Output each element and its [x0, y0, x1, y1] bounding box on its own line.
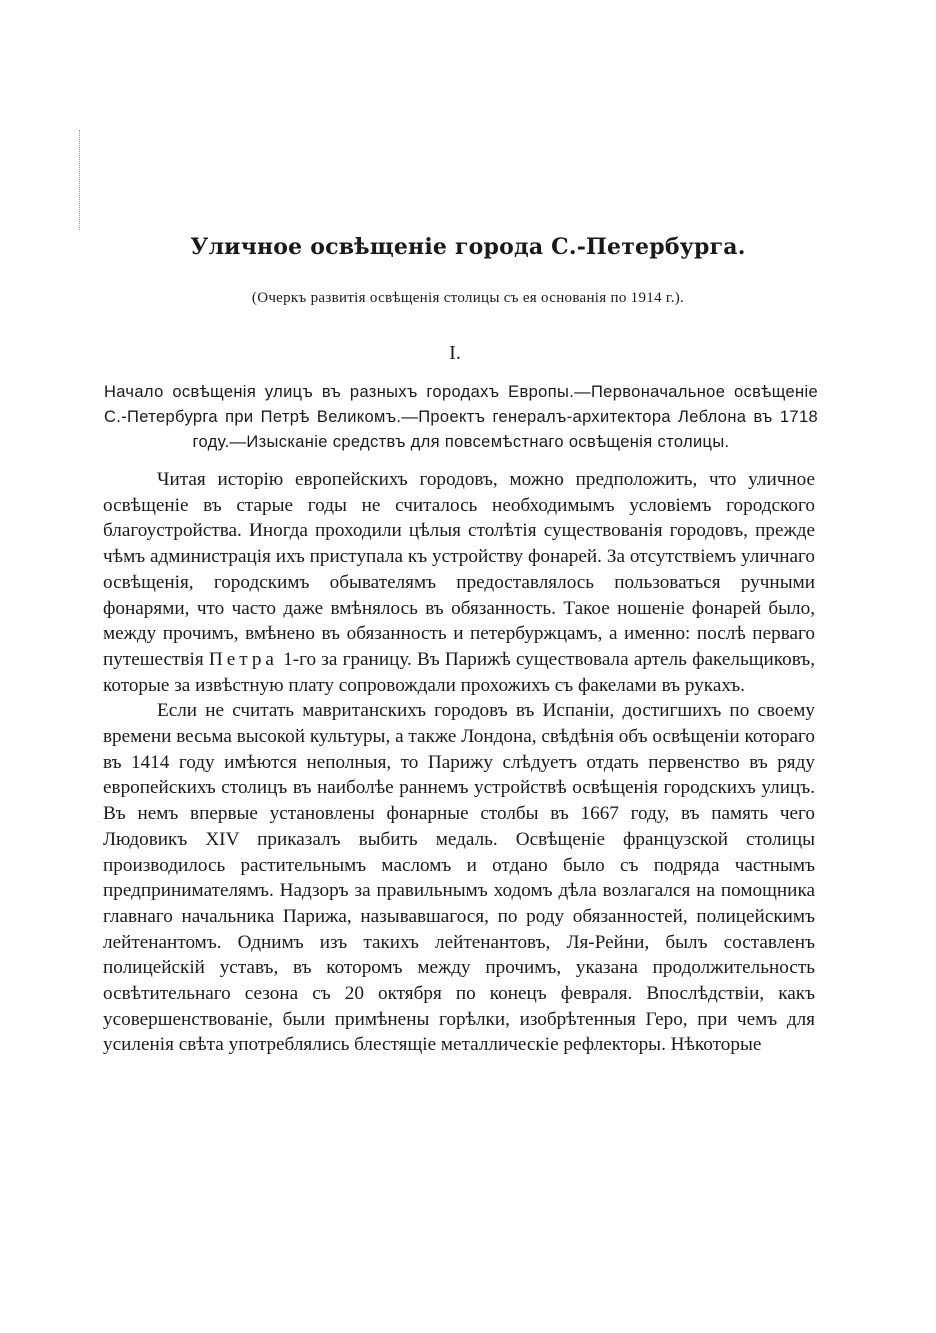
page-title: Уличное освѣщеніе города С.-Петербурга.	[190, 234, 746, 260]
subtitle: (Очеркъ развитія освѣщенія столицы съ ея основанія по 1914 г.).	[251, 290, 685, 306]
chapter-summary: Начало освѣщенія улицъ въ разныхъ городахъ Европы.—Первоначальное освѣщеніе С.-Петербурга при Петрѣ Великомъ.—Проектъ генералъ-архитектора Леблона въ 1718 году.—Изысканіе средствъ для повсемѣстнаго освѣщенія столицы.	[104, 383, 818, 451]
body-text	[103, 467, 815, 1058]
paragraph	[103, 467, 815, 698]
margin-mark	[79, 130, 81, 230]
paragraph: Если не считать мавританскихъ городовъ въ Испаніи, достигшихъ по своему времени весьма высокой культуры, а также Лондона, свѣдѣнія объ освѣщеніи котораго въ 1414 году имѣются неполныя, то Парижу слѣдуетъ отдать первенство въ ряду европейскихъ столицъ въ наиболѣе раннемъ устройствѣ освѣщенія городскихъ улицъ. Въ немъ впервые установлены фонарные столбы въ 1667 году, въ память чего Людовикъ XIV приказалъ выбить медаль. Освѣщеніе французской столицы производилось растительнымъ масломъ и отдано было съ подряда частнымъ предпринимателямъ. Надзоръ за правильнымъ ходомъ дѣла возлагался на помощника главнаго начальника Парижа, называвшагося, по роду обязанностей, полицейскимъ лейтенантомъ. Однимъ изъ такихъ лейтенантовъ, Ля-Рейни, былъ составленъ полицейскій уставъ, въ которомъ между прочимъ, указана продолжительность освѣтительнаго сезона съ 20 октября по конецъ февраля. Впослѣдствіи, какъ усовершенствованіе, были примѣнены горѣлки, изобрѣтенныя Геро, при чемъ для усиленія свѣта употреблялись блестящіе металлическіе рефлекторы. Нѣкоторые	[103, 700, 815, 1056]
paragraph-text: Читая исторію европейскихъ городовъ, можно предположить, что уличное освѣщеніе въ старые годы не считалось необходимымъ условіемъ городского благоустройства. Иногда проходили цѣлыя столѣтія существованія городовъ, прежде чѣмъ администрація ихъ приступала къ устройству фонарей. За отсутствіемъ уличнаго освѣщенія, городскимъ обывателямъ предоставлялось пользоваться ручными фонарями, что часто даже вмѣнялось въ обязанность. Такое ношеніе фонарей было, между прочимъ, вмѣнено въ обязанность и петербуржцамъ, а именно: послѣ перваго путешествія	[103, 469, 815, 670]
chapter-number: I.	[449, 342, 461, 364]
paragraph-text: 1-го за границу. Въ Парижѣ существовала артель факельщиковъ, которые за извѣстную плату сопровождали прохожихъ съ факелами въ рукахъ.	[103, 648, 816, 696]
emphasized-name: Петра	[208, 648, 278, 670]
